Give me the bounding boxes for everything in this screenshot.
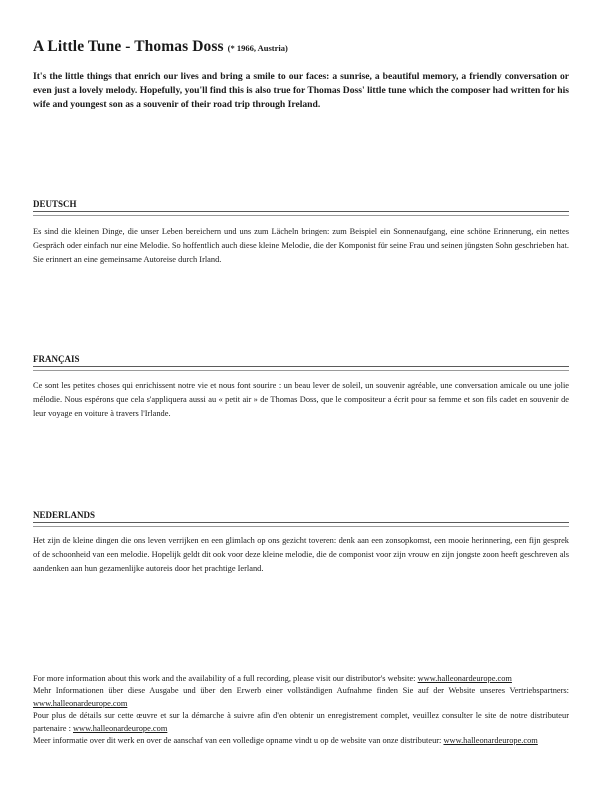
section-heading-label: FRANÇAIS bbox=[33, 354, 80, 364]
section-heading-deutsch bbox=[33, 199, 569, 212]
section-divider bbox=[33, 526, 569, 527]
section-heading-label: NEDERLANDS bbox=[33, 510, 96, 520]
section-body-nederlands: Het zijn de kleine dingen die ons leven verrijken en een glimlach op ons gezicht toveren: denk aan een zonsopkomst, een mooie herinnering, een fijn gesprek of de schoonheid van een melodie. Hopelijk geldt dit ook voor deze kleine melodie, die de componist voor zijn vrouw en zijn jongste zoon heeft geschreven als aandenken aan hun gezamenlijke autoreis door het prachtige Ierland. bbox=[33, 536, 569, 573]
distributor-link[interactable]: www.halleonardeurope.com bbox=[443, 736, 538, 746]
intro-paragraph: It's the little things that enrich our lives and bring a smile to our faces: a sunrise, a beautiful memory, a friendly conversation or even just a lovely melody. Hopefully, you'll find this is also true for Thomas Doss' little tune which the composer had written for his wife and youngest son as a souvenir of their road trip through Ireland. bbox=[33, 71, 569, 110]
footer-text: Meer informatie over dit werk en over de aanschaf van een volledige opname vindt u op de website van onze distributeur: bbox=[33, 736, 444, 746]
page-title: A Little Tune - Thomas Doss bbox=[33, 38, 224, 55]
footer-line-nl bbox=[33, 735, 569, 747]
footer-line-en bbox=[33, 673, 569, 685]
footer-line-de bbox=[33, 685, 569, 710]
section-body-francais: Ce sont les petites choses qui enrichissent notre vie et nous font sourire : un beau lever de soleil, un souvenir agréable, une conversation amicale ou une jolie mélodie. Nous espérons que cela s'appliquera aussi au « petit air » de Thomas Doss, que le compositeur a écrit pour sa femme et son fils cadet en souvenir de leur voyage en voiture à travers l'Irlande. bbox=[33, 381, 569, 418]
distributor-link[interactable]: www.halleonardeurope.com bbox=[417, 674, 512, 683]
footer-text: Mehr Informationen über diese Ausgabe und über den Erwerb einer vollständigen Aufnahme finden Sie auf der Website unseres Vertriebspartners: bbox=[33, 686, 569, 696]
section-divider bbox=[33, 215, 569, 216]
footer-text: Pour plus de détails sur cette œuvre et sur la démarche à suivre afin d'en obtenir un enregistrement complet, veuillez consulter le site de notre distributeur partenaire : bbox=[33, 711, 569, 733]
footer-line-fr bbox=[33, 710, 569, 735]
footer-info bbox=[33, 673, 569, 747]
section-body-deutsch: Es sind die kleinen Dinge, die unser Leben bereichern und uns zum Lächeln bringen: zum Beispiel ein Sonnenaufgang, eine schöne Erinnerung, ein nettes Gespräch oder einfach nur eine Melodie. So hoffentlich auch diese kleine Melodie, die der Komponist für seine Frau und seinen jüngsten Sohn geschrieben hat. Sie erinnert an eine gemeinsame Autoreise durch Irland. bbox=[33, 227, 569, 264]
section-heading-label: DEUTSCH bbox=[33, 199, 77, 209]
composer-dates: (* 1966, Austria) bbox=[227, 43, 288, 53]
distributor-link[interactable]: www.halleonardeurope.com bbox=[73, 723, 168, 733]
section-heading-francais bbox=[33, 354, 569, 367]
distributor-link[interactable]: www.halleonardeurope.com bbox=[33, 698, 128, 708]
footer-text: For more information about this work and the availability of a full recording, please visit our distributor's website: bbox=[33, 674, 418, 683]
section-divider bbox=[33, 370, 569, 371]
title-row bbox=[33, 38, 288, 56]
section-heading-nederlands bbox=[33, 510, 569, 523]
